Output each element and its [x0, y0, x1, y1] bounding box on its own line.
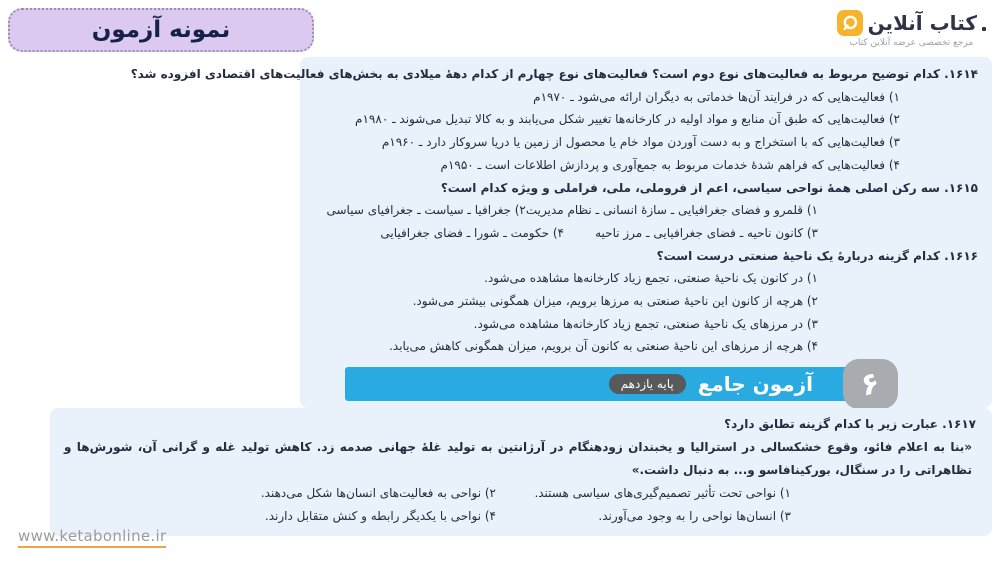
- question-1617-option-4: ۴) نواحی با یکدیگر رابطه و کنش متقابل دارند.: [264, 509, 496, 523]
- question-1614-text: ۱۶۱۴. کدام توضیح مربوط به فعالیت‌های نوع دوم است؟ فعالیت‌های نوع چهارم از کدام دهۀ میلادی به بخش‌های فعالیت‌های اقتصادی افزوده شد؟: [130, 67, 978, 81]
- grade-badge: پایه یازدهم: [609, 374, 686, 394]
- exam-banner: [345, 359, 898, 409]
- question-1614-option-4: ۴) فعالیت‌هایی که فراهم شدۀ خدمات مربوط به جمع‌آوری و پردازش اطلاعات است ـ ۱۹۵۰م: [440, 157, 900, 172]
- question-1615-option-4: ۴) حکومت ـ شورا ـ فضای جغرافیایی: [380, 225, 564, 240]
- question-1617-text: ۱۶۱۷. عبارت زیر با کدام گزینه تطابق دارد؟: [724, 417, 976, 431]
- question-1614-option-3: ۳) فعالیت‌هایی که با استخراج و به دست آوردن مواد خام یا محصول از زمین یا دریا سروکار دارد ـ ۱۹۶۰م: [381, 135, 900, 150]
- question-1617-options-row-2: [64, 505, 976, 528]
- question-1614-option-1: ۱) فعالیت‌هایی که در فرایند آن‌ها خدماتی به دیگران ارائه می‌شود ـ ۱۹۷۰م: [533, 89, 900, 104]
- banner-title: آزمون جامع: [697, 372, 813, 396]
- question-1616-option-3: ۳) در مرزهای یک ناحیۀ صنعتی، تجمع زیاد کارخانه‌ها مشاهده می‌شود.: [473, 316, 818, 331]
- logo-title: کتاب آنلاین: [867, 11, 977, 35]
- logo-row: [837, 10, 986, 36]
- question-1616-text: ۱۶۱۶. کدام گزینه دربارۀ یک ناحیۀ صنعتی درست است؟: [656, 248, 978, 263]
- question-1617-option-3: ۳) انسان‌ها نواحی را به وجود می‌آورند.: [598, 509, 791, 523]
- questions-panel-bottom: [50, 408, 992, 536]
- sample-badge-label: نمونه آزمون: [91, 17, 231, 43]
- question-1616-option-1: ۱) در کانون یک ناحیۀ صنعتی، تجمع زیاد کارخانه‌ها مشاهده می‌شود.: [484, 271, 818, 286]
- question-1615-options-row-2: [310, 222, 978, 245]
- question-1617-option-2: ۲) نواحی به فعالیت‌های انسان‌ها شکل می‌دهند.: [260, 486, 496, 500]
- chat-bubble-icon: [837, 10, 863, 36]
- question-1615-options-row-1: [310, 199, 978, 222]
- banner-number-tab: [843, 359, 898, 409]
- question-1614-option-2: ۲) فعالیت‌هایی که طبق آن منابع و مواد اولیه در کارخانه‌ها تغییر شکل می‌یابند و به کالا تبدیل می‌شوند ـ ۱۹۸۰م: [355, 112, 900, 127]
- question-1617-option-1: ۱) نواحی تحت تأثیر تصمیم‌گیری‌های سیاسی هستند.: [534, 486, 791, 500]
- question-1617-passage: «بنا به اعلام فائو، وقوع خشکسالی در استرالیا و یخبندان زودهنگام در آرژانتین به تولید غلۀ جهانی صدمه زد. کاهش تولید غله و گرانی آن، شورش‌ها و تظاهراتی را در سنگال، بورکینافاسو و... به دنبال داشت.»: [64, 440, 972, 477]
- question-1617-options-row-1: [64, 482, 976, 505]
- logo-subtitle: مرجع تخصصی عرضه آنلاین کتاب: [849, 38, 974, 48]
- questions-panel-top: [130, 57, 992, 408]
- question-1615-text: ۱۶۱۵. سه رکن اصلی همۀ نواحی سیاسی، اعم از فروملی، ملی، فراملی و ویژه کدام است؟: [440, 180, 978, 195]
- watermark-text: www.ketabonline.ir: [18, 527, 167, 545]
- sample-test-badge: [8, 8, 314, 52]
- watermark-url: [18, 527, 166, 548]
- logo-dot: [982, 27, 986, 31]
- question-1616-option-4: ۴) هرچه از مرزهای این ناحیۀ صنعتی به کانون آن برویم، میزان همگونی کاهش می‌یابد.: [389, 339, 818, 354]
- banner-number: ۶: [857, 364, 884, 404]
- question-1616-option-2: ۲) هرچه از کانون این ناحیۀ صنعتی به مرزها برویم، میزان همگونی بیشتر می‌شود.: [412, 294, 818, 309]
- question-1615-option-2: ۲) جغرافیا ـ سیاست ـ جغرافیای سیاسی: [326, 203, 526, 218]
- question-1615-option-1: ۱) قلمرو و فضای جغرافیایی ـ سازۀ انسانی ـ نظام مدیریت: [525, 203, 818, 218]
- brand-logo: [837, 10, 986, 48]
- exam-banner-bar: [345, 364, 884, 404]
- question-1615-option-3: ۳) کانون ناحیه ـ فضای جغرافیایی ـ مرز ناحیه: [595, 225, 818, 240]
